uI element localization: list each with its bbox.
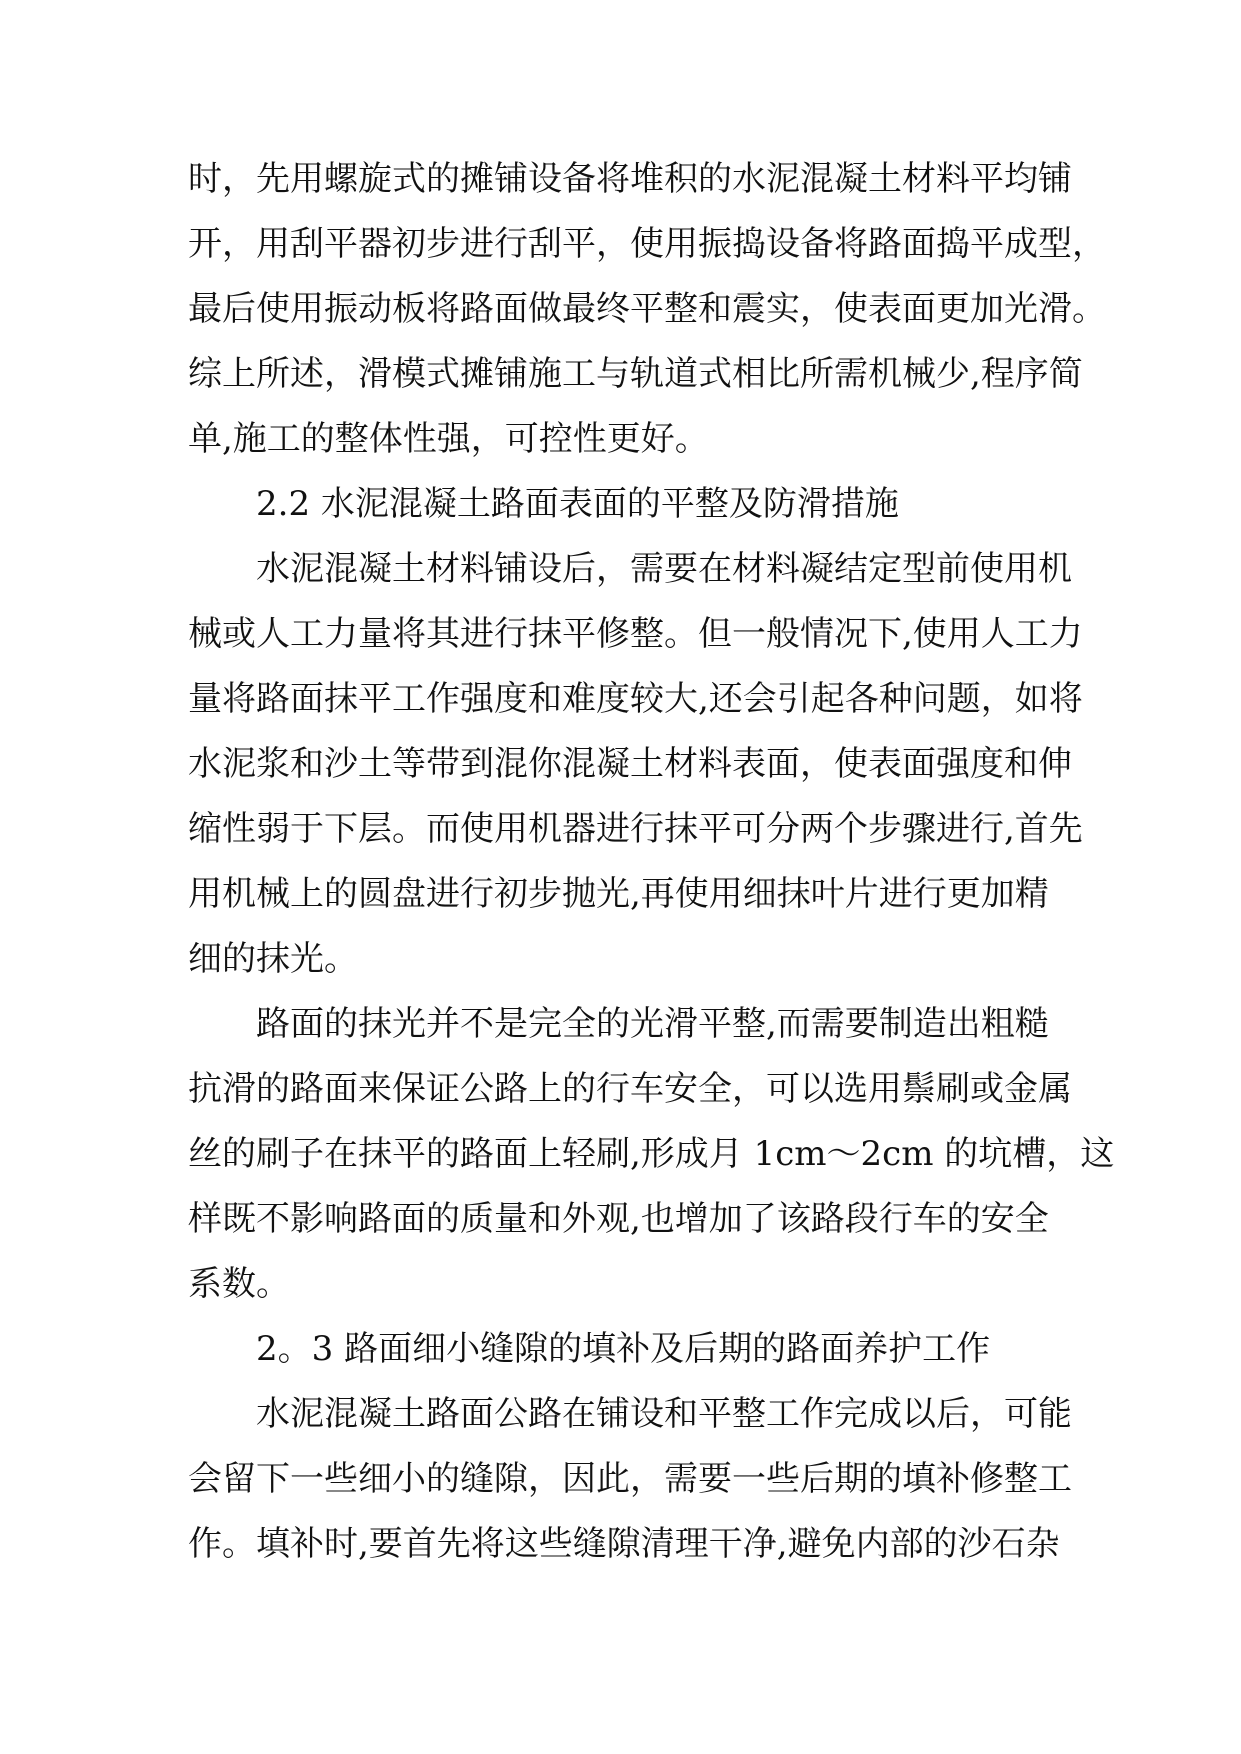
paragraph-line: 水泥混凝土路面公路在铺设和平整工作完成以后，可能 bbox=[256, 1394, 1072, 1434]
paragraph-line: 水泥浆和沙土等带到混你混凝土材料表面，使表面强度和伸 bbox=[188, 744, 1072, 784]
paragraph-line: 最后使用振动板将路面做最终平整和震实，使表面更加光滑。 bbox=[188, 289, 1106, 329]
paragraph-line: 用机械上的圆盘进行初步抛光,再使用细抹叶片进行更加精 bbox=[188, 874, 1049, 914]
section-heading: 2。3 路面细小缝隙的填补及后期的路面养护工作 bbox=[256, 1329, 991, 1369]
paragraph-line: 抗滑的路面来保证公路上的行车安全，可以选用鬃刷或金属 bbox=[188, 1069, 1072, 1109]
section-heading: 2.2 水泥混凝土路面表面的平整及防滑措施 bbox=[256, 484, 899, 524]
paragraph-line: 开，用刮平器初步进行刮平，使用振捣设备将路面捣平成型， bbox=[188, 224, 1106, 264]
paragraph-line: 样既不影响路面的质量和外观,也增加了该路段行车的安全 bbox=[188, 1199, 1049, 1239]
paragraph-line: 水泥混凝土材料铺设后，需要在材料凝结定型前使用机 bbox=[256, 549, 1072, 589]
paragraph-line: 时，先用螺旋式的摊铺设备将堆积的水泥混凝土材料平均铺 bbox=[188, 159, 1072, 199]
paragraph-line: 作。填补时,要首先将这些缝隙清理干净,避免内部的沙石杂 bbox=[188, 1524, 1060, 1564]
paragraph-line: 细的抹光。 bbox=[188, 939, 358, 979]
paragraph-line: 会留下一些细小的缝隙，因此，需要一些后期的填补修整工 bbox=[188, 1459, 1072, 1499]
paragraph-line: 丝的刷子在抹平的路面上轻刷,形成月 1cm～2cm 的坑槽，这 bbox=[188, 1134, 1115, 1174]
paragraph-line: 缩性弱于下层。而使用机器进行抹平可分两个步骤进行,首先 bbox=[188, 809, 1083, 849]
paragraph-line: 路面的抹光并不是完全的光滑平整,而需要制造出粗糙 bbox=[256, 1004, 1049, 1044]
paragraph-line: 综上所述，滑模式摊铺施工与轨道式相比所需机械少,程序简 bbox=[188, 354, 1083, 394]
paragraph-line: 系数。 bbox=[188, 1264, 290, 1304]
paragraph-line: 量将路面抹平工作强度和难度较大,还会引起各种问题，如将 bbox=[188, 679, 1083, 719]
paragraph-line: 单,施工的整体性强，可控性更好。 bbox=[188, 419, 709, 459]
paragraph-line: 械或人工力量将其进行抹平修整。但一般情况下,使用人工力 bbox=[188, 614, 1083, 654]
